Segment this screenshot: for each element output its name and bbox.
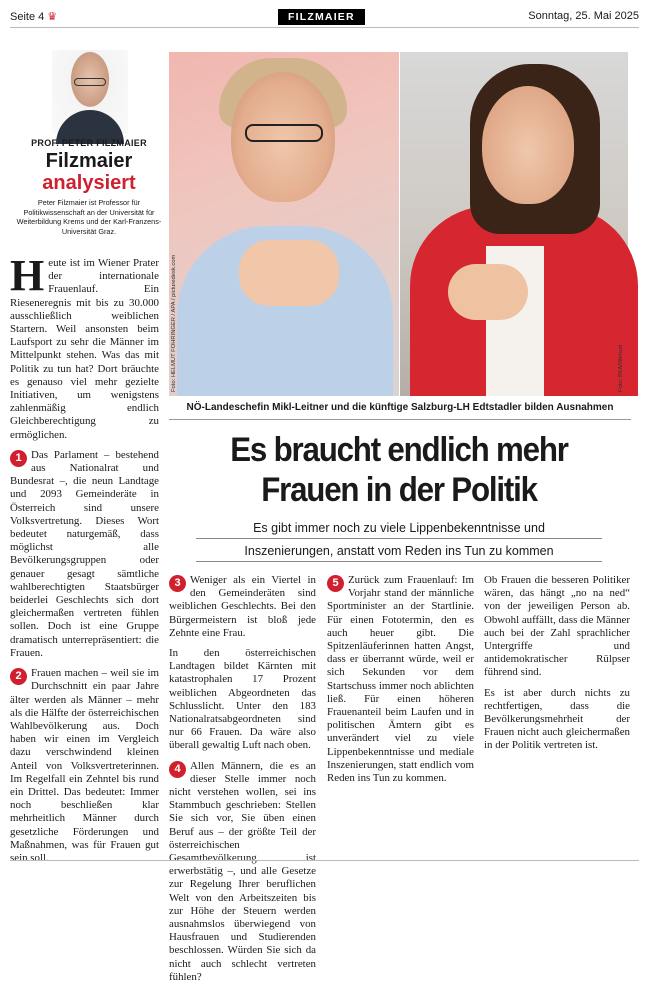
section-tag: FILZMAIER — [278, 9, 365, 25]
number-badge-3: 3 — [169, 575, 186, 592]
divider — [10, 860, 639, 861]
paragraph-1: 1 Das Parlament – bestehend aus Nationalrat und Bundesrat –, die neun Landtage und 2093 Gemeinderäte in Österreich sind unsere Volksvertretung. Dieses Wort bedeutet naturgemäß, dass möglichst alle Bevölkerungsgruppen oder genauer gesagt sämtliche wahlberechtigten Staatsbürger beiderlei Geschlechts sich dort gleichermaßen vertreten fühlen sollen. Doch ist eine Gruppe dramatisch unterrepräsentiert: die Frauen. — [10, 448, 159, 659]
subheadline-line-1: Es gibt immer noch zu viele Lippenbekenntnisse und — [196, 518, 602, 539]
paragraph-4: 4 Allen Männern, die es an dieser Stelle immer noch nicht verstehen wollen, sei ins Stammbuch geschrieben: Stellen Sie sich vor, Sie üben einen Beruf aus – der größte Teil der österreichischen Gesamtbevölkerung ist erwerbstätig –, und alle Gesetze zur Regelung Ihrer beruflichen Welt von den Arbeitszeiten bis zur Höhe der Steuern werden ausnahmslos überwiegend von Hausfrauen und Studierenden beschlossen. Würden Sie sich da nicht auch schlecht vertreten fühlen? — [169, 759, 316, 983]
author-label: PROF. PETER FILZMAIER — [31, 138, 147, 148]
column-1 — [10, 251, 159, 872]
number-badge-4: 4 — [169, 761, 186, 778]
author-photo — [52, 50, 128, 134]
issue-date: Sonntag, 25. Mai 2025 — [528, 10, 639, 22]
photo-credit-left: Foto: HELMUT FOHRINGER / APA / picturedesk.com — [171, 254, 177, 392]
column-4 — [484, 574, 630, 760]
column-title: Filzmaier — [45, 150, 133, 172]
photo-edtstadler — [400, 52, 628, 396]
photo-caption: NÖ-Landeschefin Mikl-Leitner und die künftige Salzburg-LH Edtstadler bilden Ausnahmen — [186, 402, 614, 413]
author-bio: Peter Filzmaier ist Professor für Politikwissenschaft an der Universität für Weiterbildung Krems und der Karl-Franzens-Universität Graz. — [16, 198, 162, 236]
paragraph-6: Ob Frauen die besseren Politiker wären, das hängt „no na ned“ von der jeweiligen Person ab. Obwohl auffällt, dass die Männer auch bei der Zahl sprachlicher Untergriffe und antidemokratischer Rülpser führend sind. — [484, 574, 630, 679]
column-subtitle: analysiert — [42, 172, 136, 194]
number-badge-2: 2 — [10, 668, 27, 685]
paragraph-3b: In den österreichischen Landtagen bildet Kärnten mit katastrophalen 17 Prozent weiblichen Abgeordneten das Schlusslicht. Unter den 183 Nationalratsabgeordneten sind nur 66 Frauen. Da wäre also überall gewaltig Luft nach oben. — [169, 647, 316, 752]
paragraph-5: 5 Zurück zum Frauenlauf: Im Vorjahr stand der männliche Sportminister an der Startlinie. Für einen Fototermin, den es auch heuer gibt. Die Spitzenläuferinnen hatten Angst, dass er überrannt würde, weil er sich Sekunden vor dem Startschuss immer noch ablichten ließ. Für einen höheren Frauenanteil beim Laufen und in politischen Ämtern gibt es unverändert viel zu viele Lippenbekenntnisse und mediale Inszenierungen, statt endlich vom Reden ins Tun zu kommen. — [327, 574, 474, 785]
page-header — [10, 6, 639, 28]
photo-credit-right: Foto: BKA/Wenzel — [618, 344, 624, 392]
headline: Es braucht endlich mehr Frauen in der Politik — [230, 431, 568, 509]
paragraph-7: Es ist aber durch nichts zu rechtfertigen, dass die Bevölkerungsmehrheit der Frauen nicht auch gleichermaßen in der Politik vertreten ist. — [484, 686, 630, 752]
intro-paragraph: Heute ist im Wiener Prater der internationale Frauenlauf. Ein Rieseneregnis mit bis zu 30.000 ausschließlich weiblichen Startern. Weil ansonsten beim Laufsport zu sehr die Männer im Mittelpunkt stehen. Was das mit Politik zu tun hat? Dort bräuchte es genauso viel mehr gezielte Initiativen, um wenigstens zahlenmäßig endlich Gleichberechtigung zu ermöglichen. — [10, 251, 159, 441]
number-badge-5: 5 — [327, 575, 344, 592]
column-3 — [327, 574, 474, 792]
crown-icon: ♛ — [47, 11, 58, 23]
paragraph-3: 3 Weniger als ein Viertel in den Gemeinderäten sind weiblichen Geschlechts. Bei den Bürgermeistern ist bloß jede Zehnte eine Frau. — [169, 574, 316, 639]
divider — [169, 419, 631, 420]
photo-mikl-leitner — [169, 52, 399, 396]
subheadline-line-2: Inszenierungen, anstatt vom Reden ins Tun zu kommen — [196, 541, 602, 562]
paragraph-2: 2 Frauen machen – weil sie im Durchschnitt ein paar Jahre älter werden als Männer – mehr als die Hälfte der österreichischen Wahlbevölkerung aus. Doch haben wir einen im Vergleich dazu verschwindend kleinen Anteil von Volksvertreterinnen. Im Regelfall ein Zehntel bis rund ein Drittel. Das bedeutet: Immer noch beschließen klar mehrheitlich Männer durch gesetzliche Förderungen und Maßnahmen, was für Frauen gut sein soll. — [10, 667, 159, 864]
column-2 — [169, 574, 316, 991]
number-badge-1: 1 — [10, 450, 27, 467]
page-number: Seite 4 ♛ — [10, 11, 58, 23]
drop-cap: H — [10, 251, 45, 300]
